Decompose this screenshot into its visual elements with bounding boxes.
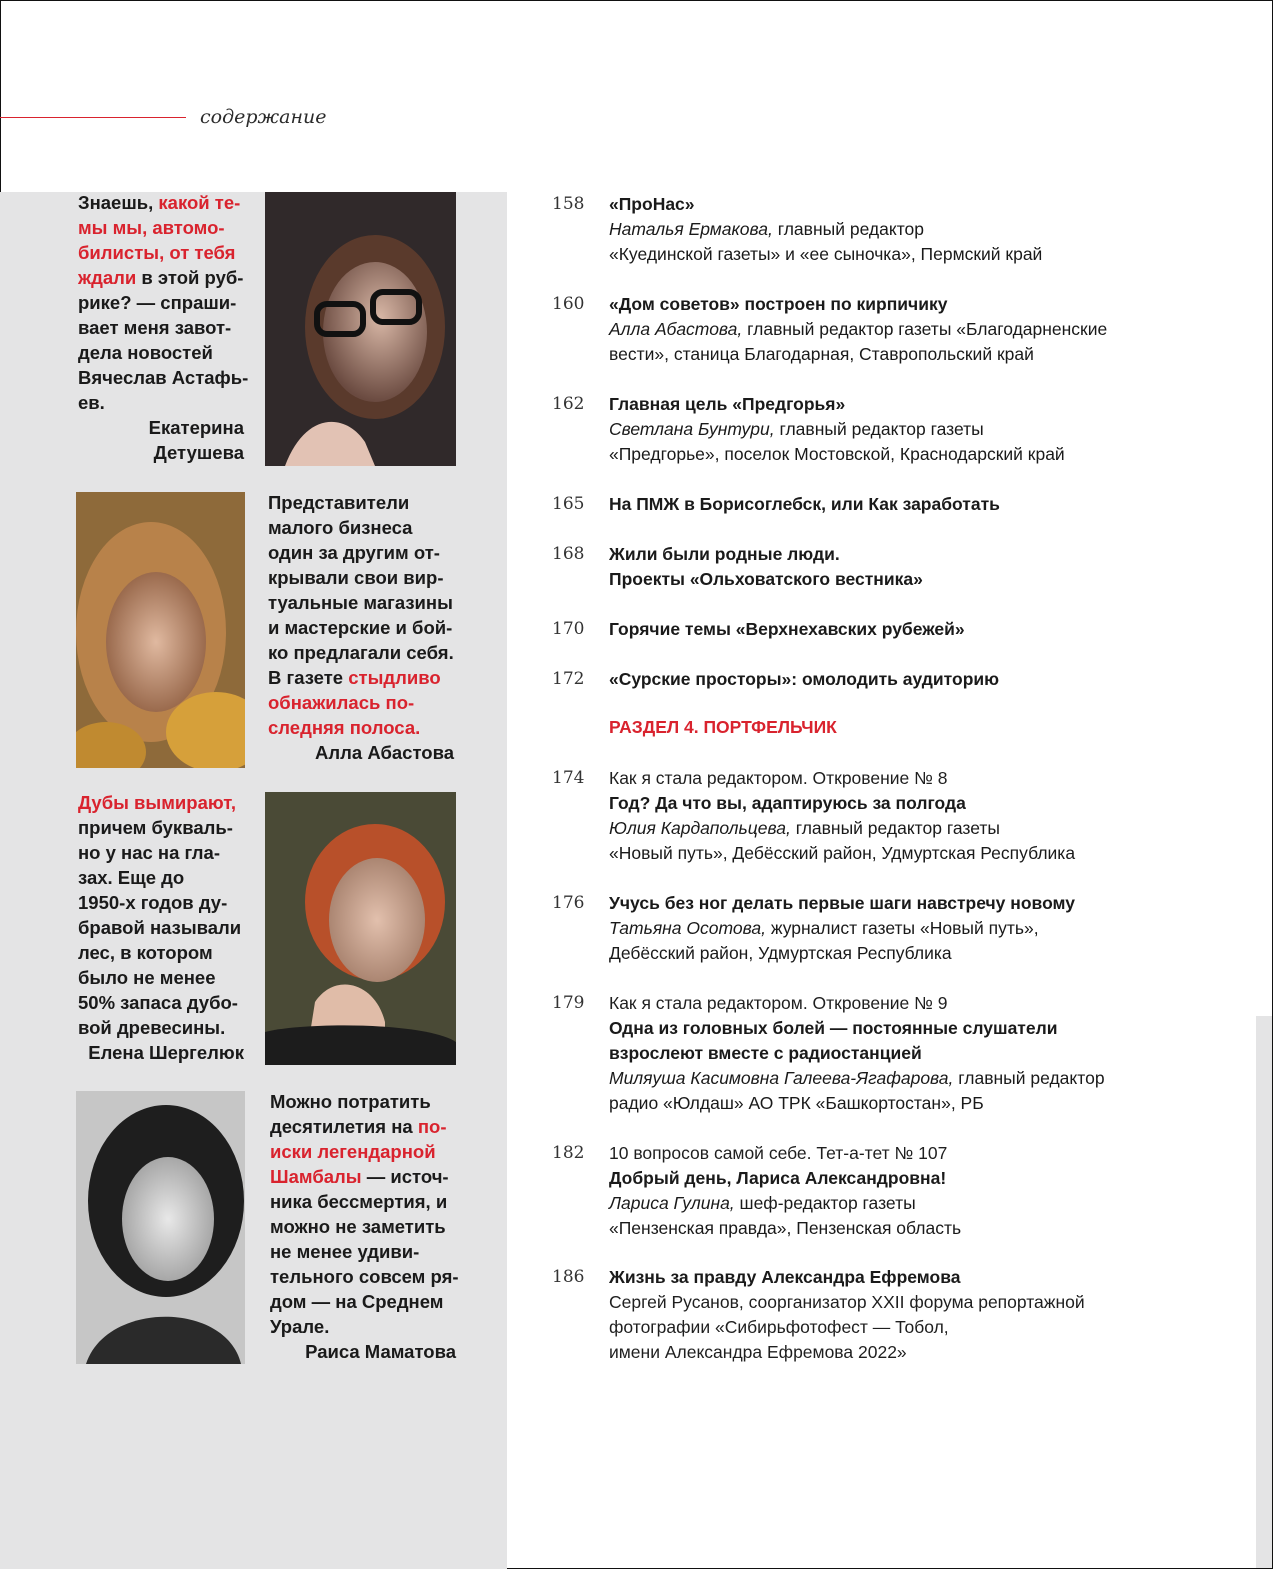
quote-author: Екатерина: [148, 417, 244, 438]
toc-title-line: [609, 617, 1249, 642]
toc-title-line: [609, 1016, 1249, 1041]
quote-line: [78, 390, 244, 415]
quote-line: [78, 890, 244, 915]
toc-title-line: [609, 891, 1249, 916]
toc-plain-line: [609, 1340, 1249, 1365]
quote-highlight: мы мы, автомо-: [78, 217, 225, 238]
toc-plain-line: [609, 766, 1249, 791]
toc-author-line: [609, 1091, 1249, 1116]
toc-text: Проекты «Ольховатского вестника»: [609, 569, 923, 589]
toc-author-line: [609, 342, 1249, 367]
page-number: 158: [552, 194, 585, 214]
quote-highlight: билисты, от тебя: [78, 242, 236, 263]
header-title: содержание: [200, 106, 327, 128]
toc-author-line: [609, 841, 1249, 866]
toc-title-line: [609, 192, 1249, 217]
toc-text: Как я стала редактором. Откровение № 9: [609, 993, 948, 1013]
toc-title-line: [609, 542, 1249, 567]
toc-text: «Дом советов» построен по кирпичику: [609, 294, 948, 314]
quote-line: [268, 540, 454, 565]
quote-line: [78, 965, 244, 990]
author-name: Светлана Бунтури,: [609, 419, 775, 439]
quote-line: [270, 1164, 456, 1189]
toc-text: фотографии «Сибирьфотофест — Тобол,: [609, 1317, 949, 1337]
toc-entry-body: [609, 991, 1249, 1116]
quote-author: Алла Абастова: [315, 742, 454, 763]
toc-entry-body: [609, 1141, 1249, 1241]
quote-text: дела новостей: [78, 342, 213, 363]
portrait-photo-2: [76, 492, 245, 768]
quote-text: тельного совсем ря-: [270, 1266, 459, 1287]
quote-highlight: следняя полоса.: [268, 717, 421, 738]
toc-text: «Пензенская правда», Пензенская область: [609, 1218, 962, 1238]
quote-line: [270, 1089, 456, 1114]
quote-text: один за другим от-: [268, 542, 440, 563]
page-number: 172: [552, 669, 585, 689]
toc-text: Одна из головных болей — постоянные слушатели: [609, 1018, 1058, 1038]
quote-text: Урале.: [270, 1316, 330, 1337]
author-name: Алла Абастова,: [609, 319, 743, 339]
quote-line: [270, 1114, 456, 1139]
edge-strip: [1256, 1016, 1272, 1568]
quote-text: Вячеслав Астафь-: [78, 367, 249, 388]
quote-highlight: Дубы вымирают,: [78, 792, 237, 813]
quote-text: но у нас на гла-: [78, 842, 220, 863]
quote-text: крывали свои вир-: [268, 567, 444, 588]
quote-text: было не менее: [78, 967, 216, 988]
quote-line: [268, 590, 454, 615]
quote-block-2: [268, 490, 454, 765]
quote-author: Елена Шергелюк: [88, 1042, 244, 1063]
page-number: 182: [552, 1143, 585, 1163]
quote-line: [270, 1314, 456, 1339]
toc-text: Жили были родные люди.: [609, 544, 840, 564]
toc-text: главный редактор газеты: [790, 818, 1000, 838]
quote-line: [78, 365, 249, 390]
toc-entry-body: [609, 617, 1249, 642]
quote-text: не менее удиви-: [270, 1241, 420, 1262]
quote-text: можно не заметить: [270, 1216, 446, 1237]
quote-block-4: [270, 1089, 459, 1364]
header-rule: [0, 117, 186, 118]
toc-entry-body: [609, 392, 1249, 467]
quote-text: вой древесины.: [78, 1017, 226, 1038]
quote-author: Детушева: [153, 442, 244, 463]
toc-plain-line: [609, 1315, 1249, 1340]
quote-text: дом — на Среднем: [270, 1291, 444, 1312]
toc-text: главный редактор газеты: [774, 419, 984, 439]
toc-text: главный редактор: [953, 1068, 1105, 1088]
toc-text: Как я стала редактором. Откровение № 8: [609, 768, 948, 788]
toc-author-line: [609, 916, 1249, 941]
quote-line: [268, 715, 454, 740]
quote-line: [78, 265, 244, 290]
toc-title-line: [609, 567, 1249, 592]
quote-line: [270, 1139, 456, 1164]
toc-author-line: [609, 816, 1249, 841]
toc-text: взрослеют вместе с радиостанцией: [609, 1043, 922, 1063]
toc-plain-line: [609, 991, 1249, 1016]
page-number: 168: [552, 544, 585, 564]
toc-text: Год? Да что вы, адаптируюсь за полгода: [609, 793, 966, 813]
toc-text: Жизнь за правду Александра Ефремова: [609, 1267, 961, 1287]
quote-line: [78, 290, 244, 315]
quote-line: [78, 840, 244, 865]
toc-text: «ПроНас»: [609, 194, 695, 214]
quote-line: [270, 1214, 456, 1239]
quote-highlight: какой те-: [158, 192, 241, 213]
quote-line: [78, 790, 244, 815]
quote-block-1: [78, 190, 249, 465]
portrait-photo-1: [265, 192, 456, 466]
quote-line: [270, 1289, 456, 1314]
toc-text: имени Александра Ефремова 2022»: [609, 1342, 907, 1362]
quote-text: зах. Еще до: [78, 867, 185, 888]
toc-text: На ПМЖ в Борисоглебск, или Как заработать: [609, 494, 1000, 514]
quote-text: туальные магазины: [268, 592, 453, 613]
toc-title-line: [609, 1265, 1249, 1290]
quote-highlight: ждали: [78, 267, 137, 288]
quote-line: [268, 565, 454, 590]
quote-line: [270, 1264, 459, 1289]
toc-author-line: [609, 217, 1249, 242]
toc-entry-body: [609, 542, 1249, 592]
quote-highlight: по-: [417, 1116, 447, 1137]
toc-author-line: [609, 417, 1249, 442]
toc-text: Дебёсский район, Удмуртская Республика: [609, 943, 952, 963]
toc-title-line: [609, 1166, 1249, 1191]
quote-line: [270, 1239, 456, 1264]
toc-text: главный редактор газеты «Благодарненские: [742, 319, 1108, 339]
quote-text: малого бизнеса: [268, 517, 413, 538]
quote-text: В газете: [268, 667, 349, 688]
quote-text: десятилетия на: [270, 1116, 418, 1137]
toc-author-line: [609, 1066, 1249, 1091]
portrait-photo-4: [76, 1091, 245, 1364]
quote-line: [268, 615, 454, 640]
quote-line: [268, 490, 454, 515]
toc-entry-body: [609, 492, 1249, 517]
quote-line: [78, 865, 244, 890]
toc-text: шеф-редактор газеты: [734, 1193, 916, 1213]
quote-highlight: Шамбалы: [270, 1166, 362, 1187]
toc-text: Главная цель «Предгорья»: [609, 394, 846, 414]
quote-line: [78, 240, 244, 265]
toc-author-line: [609, 1191, 1249, 1216]
quote-text: бравой называли: [78, 917, 242, 938]
toc-text: журналист газеты «Новый путь»,: [765, 918, 1039, 938]
toc-title-line: [609, 392, 1249, 417]
quote-text: Знаешь,: [78, 192, 159, 213]
quote-text: причем букваль-: [78, 817, 233, 838]
quote-text: лес, в котором: [78, 942, 213, 963]
toc-plain-line: [609, 1290, 1249, 1315]
toc-text: радио «Юлдаш» АО ТРК «Башкортостан», РБ: [609, 1093, 984, 1113]
toc-text: «Новый путь», Дебёсский район, Удмуртская Республика: [609, 843, 1076, 863]
quote-line: [78, 815, 244, 840]
quote-text: Представители: [268, 492, 410, 513]
toc-title-line: [609, 292, 1249, 317]
page-number: 165: [552, 494, 585, 514]
quote-text: — источ-: [361, 1166, 449, 1187]
toc-author-line: [609, 442, 1249, 467]
toc-text: 10 вопросов самой себе. Тет-а-тет № 107: [609, 1143, 948, 1163]
quote-text: 50% запаса дубо-: [78, 992, 238, 1013]
toc-author-line: [609, 941, 1249, 966]
toc-text: «Куединской газеты» и «ее сыночка», Пермский край: [609, 244, 1043, 264]
toc-author-line: [609, 1216, 1249, 1241]
quote-line: [78, 215, 244, 240]
quote-text: Можно потратить: [270, 1091, 431, 1112]
toc-entry-body: [609, 667, 1249, 692]
quote-block-3: [78, 790, 244, 1065]
author-name: Лариса Гулина,: [609, 1193, 735, 1213]
toc-text: «Сурские просторы»: омолодить аудиторию: [609, 669, 1000, 689]
toc-text: Сергей Русанов, соорганизатор XXII форума репортажной: [609, 1292, 1085, 1312]
page-number: 176: [552, 893, 585, 913]
quote-text: ника бессмертия, и: [270, 1191, 448, 1212]
quote-text: 1950-х годов ду-: [78, 892, 228, 913]
toc-author-line: [609, 242, 1249, 267]
quote-line: [78, 915, 244, 940]
author-name: Миляуша Касимовна Галеева-Ягафарова,: [609, 1068, 954, 1088]
quote-line: [78, 190, 244, 215]
quote-author: Раиса Маматова: [305, 1341, 456, 1362]
toc-text: Горячие темы «Верхнехавских рубежей»: [609, 619, 965, 639]
portrait-photo-3: [265, 792, 456, 1065]
toc-author-line: [609, 317, 1249, 342]
toc-title-line: [609, 667, 1249, 692]
quote-line: [78, 340, 244, 365]
toc-plain-line: [609, 1141, 1249, 1166]
quote-highlight: обнажилась по-: [268, 692, 415, 713]
quote-text: вает меня завот-: [78, 317, 232, 338]
toc-entry-body: [609, 192, 1249, 267]
toc-title-line: [609, 1041, 1249, 1066]
page-number: 179: [552, 993, 585, 1013]
quote-text: рике? — спраши-: [78, 292, 237, 313]
quote-text: в этой руб-: [136, 267, 244, 288]
author-name: Наталья Ермакова,: [609, 219, 773, 239]
quote-line: [270, 1189, 456, 1214]
quote-line: [268, 515, 454, 540]
quote-line: [78, 940, 244, 965]
page-number: 174: [552, 768, 585, 788]
quote-line: [268, 690, 454, 715]
toc-entry-body: [609, 292, 1249, 367]
toc-text: главный редактор: [772, 219, 925, 239]
quote-line: [268, 665, 454, 690]
toc-entry-body: [609, 766, 1249, 866]
toc-text: Добрый день, Лариса Александровна!: [609, 1168, 947, 1188]
author-name: Юлия Кардапольцева,: [609, 818, 791, 838]
toc-text: Учусь без ног делать первые шаги навстречу новому: [609, 893, 1075, 913]
section-heading: РАЗДЕЛ 4. ПОРТФЕЛЬЧИК: [609, 717, 837, 737]
quote-line: [78, 990, 244, 1015]
toc-entry-body: [609, 891, 1249, 966]
page-number: 160: [552, 294, 585, 314]
quote-highlight: иски легендарной: [270, 1141, 436, 1162]
quote-text: ев.: [78, 392, 105, 413]
quote-line: [268, 640, 454, 665]
quote-highlight: стыдливо: [348, 667, 441, 688]
quote-text: и мастерские и бой-: [268, 617, 453, 638]
toc-entry-body: [609, 1265, 1249, 1365]
page-number: 162: [552, 394, 585, 414]
toc-text: «Предгорье», поселок Мостовской, Краснодарский край: [609, 444, 1065, 464]
quote-line: [78, 1015, 244, 1040]
quote-line: [78, 315, 244, 340]
page-number: 170: [552, 619, 585, 639]
toc-title-line: [609, 492, 1249, 517]
toc-title-line: [609, 791, 1249, 816]
page-number: 186: [552, 1267, 585, 1287]
quote-text: ко предлагали себя.: [268, 642, 454, 663]
toc-text: вести», станица Благодарная, Ставропольский край: [609, 344, 1034, 364]
author-name: Татьяна Осотова,: [609, 918, 766, 938]
